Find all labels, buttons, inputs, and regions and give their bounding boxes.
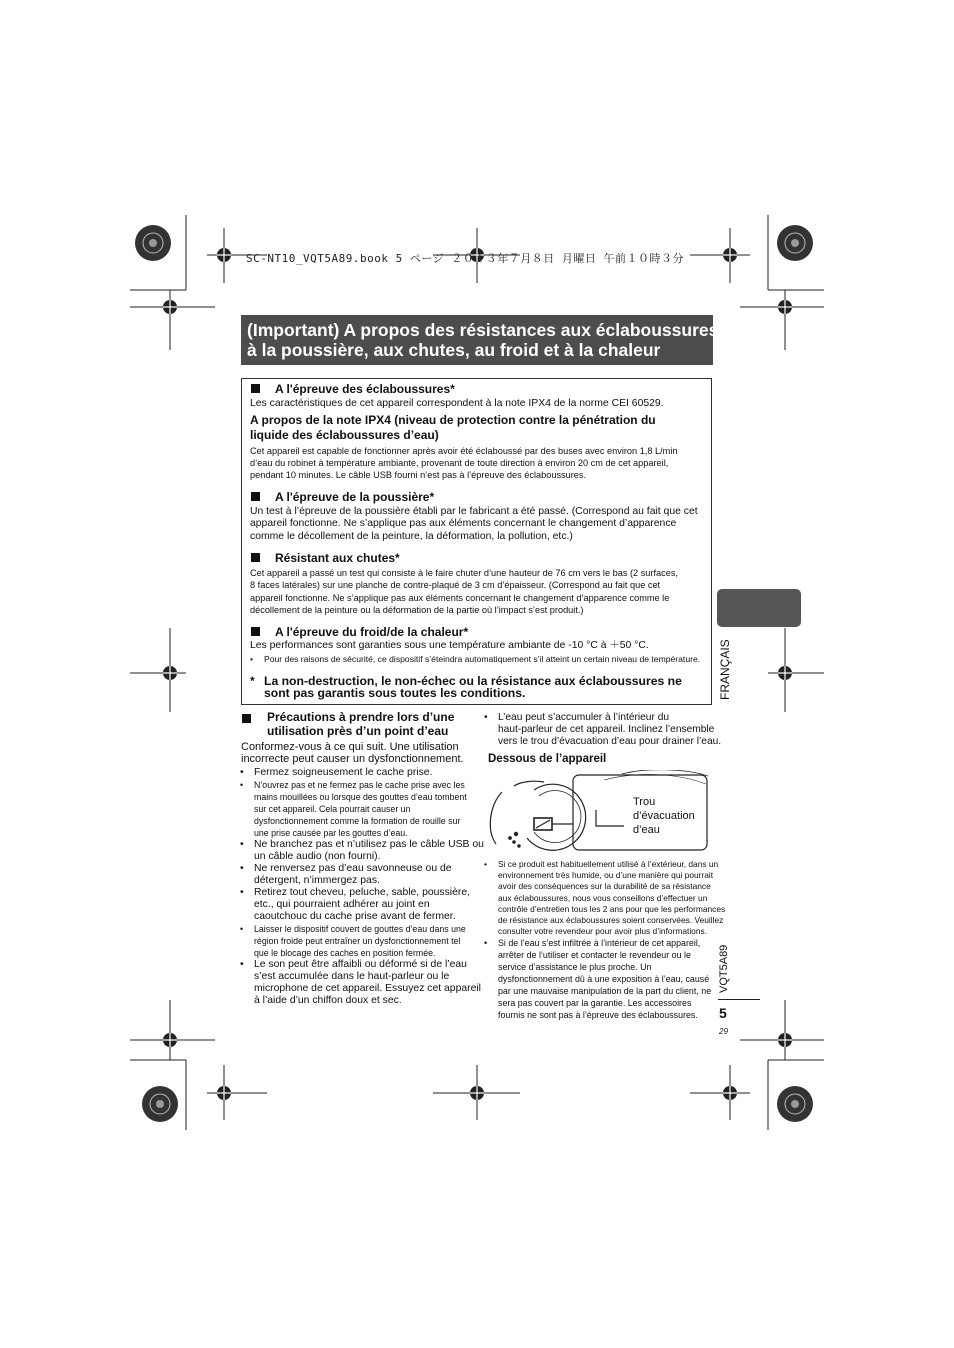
square-bullet-icon — [242, 714, 251, 723]
square-bullet-icon — [251, 553, 260, 562]
ipx4-text-2: d’eau du robinet à température ambiante, provenant de toute direction à environ 20 cm de cet appareil, — [250, 458, 669, 468]
model-code: VQT5A89 — [718, 944, 730, 993]
list-item — [240, 923, 466, 959]
list-item — [240, 863, 452, 887]
list-item-line: microphone de cet appareil. Essuyez cet appareil — [254, 983, 481, 994]
footnote-mark: * — [250, 674, 255, 688]
list-item-line: caoutchouc du cache prise avant de fermer. — [254, 911, 456, 922]
list-item-line: vers le trou d’évacuation d’eau pour drainer l’eau. — [498, 736, 722, 747]
list-item — [484, 712, 722, 748]
drop-text-3: appareil fonctionne. Ne s’applique pas aux éléments concernant le changement d’apparence comme le — [250, 593, 670, 603]
list-item-line: une prise causée par les gouttes d’eau. — [254, 828, 408, 838]
list-item — [240, 959, 481, 1007]
bullet-icon: • — [484, 712, 488, 723]
precautions-heading-2: utilisation près d’un point d’eau — [267, 724, 449, 738]
square-bullet-icon — [251, 384, 260, 393]
list-item-line: à l’aide d’un chiffon doux et sec. — [254, 995, 402, 1006]
list-item-line: Fermez soigneusement le cache prise. — [254, 767, 433, 778]
list-item-line: fournis ne sont pas à l’épreuve des éclaboussures. — [498, 1010, 698, 1020]
list-item-line: Si ce produit est habituellement utilisé à l’extérieur, dans un — [498, 859, 719, 869]
list-item-line: mains mouillées ou lorsque des gouttes d’eau tombent — [254, 792, 467, 802]
drop-heading: Résistant aux chutes* — [251, 551, 400, 565]
title-line-2: à la poussière, aux chutes, au froid et à la chaleur — [247, 340, 661, 360]
list-item-line: haut-parleur de cet appareil. Inclinez l’ensemble — [498, 724, 715, 735]
bullet-icon: • — [240, 780, 244, 790]
bullet-icon: • — [240, 863, 244, 874]
list-item-line: N’ouvrez pas et ne fermez pas le cache prise avec les — [254, 780, 465, 790]
bullet-icon: • — [484, 938, 488, 948]
callout-line-3: d’eau — [633, 824, 660, 836]
list-item-line: environnement très humide, ou d’une manière qui pourrait — [498, 870, 714, 881]
precautions-intro-1: Conformez-vous à ce qui suit. Une utilisation — [241, 741, 459, 753]
drop-text-1: Cet appareil a passé un test qui consiste à le faire chuter d’une hauteur de 76 cm vers le bas (2 surfaces, — [250, 568, 678, 578]
splash-heading: A l'épreuve des éclaboussures* — [251, 382, 455, 396]
cold-text: Les performances sont garanties sous une température ambiante de -10 °C à ＋50 °C. — [250, 640, 649, 651]
list-item-line: contrôle d’entretien tous les 2 ans pour que les performances — [498, 903, 726, 914]
bullet-icon: • — [240, 839, 244, 850]
list-item-line: consulter votre revendeur pour avoir plus d’informations. — [498, 926, 708, 937]
bullet-icon: • — [484, 859, 487, 869]
list-item — [484, 859, 726, 937]
bullet-icon: • — [240, 924, 244, 934]
dust-text-1: Un test à l’épreuve de la poussière établi par le fabricant a été passé. (Correspond au fait que cet — [250, 506, 698, 517]
footnote-line-2: sont pas garantis sous toutes les conditions. — [264, 686, 526, 700]
list-item-line: région froide peut entraîner un dysfonctionnement tel — [254, 936, 461, 946]
square-bullet-icon — [251, 627, 260, 636]
footnote-line-1: La non-destruction, le non-échec ou la résistance aux éclaboussures ne — [264, 674, 682, 688]
ipx4-heading-2: liquide des éclaboussures d’eau) — [250, 428, 439, 442]
list-item — [240, 839, 484, 863]
list-item-line: Retirez tout cheveu, peluche, sable, poussière, — [254, 887, 471, 898]
drop-text-4: décollement de la peinture ou la déformation de la partie où l’impact s’est produit.) — [250, 605, 584, 615]
callout-line-1: Trou — [633, 796, 656, 808]
diagram-title: Dessous de l’appareil — [488, 753, 607, 765]
splash-text: Les caractéristiques de cet appareil correspondent à la note IPX4 de la norme CEI 60529. — [250, 398, 664, 409]
list-item-line: Si de l’eau s’est infiltrée à l’intérieur de cet appareil, — [498, 938, 701, 948]
list-item-line: aux éclaboussures, nous vous conseillons d’effectuer un — [498, 892, 708, 903]
page-title — [241, 315, 724, 365]
list-item-line: L’eau peut s’accumuler à l’intérieur du — [498, 712, 670, 723]
precautions-intro-2: incorrecte peut causer un dysfonctionnement. — [241, 753, 464, 765]
list-item-line: Ne renversez pas d’eau savonneuse ou de — [254, 863, 452, 874]
bullet-icon: • — [240, 767, 244, 778]
title-line-1: (Important) A propos des résistances aux éclaboussures, — [247, 320, 724, 340]
drop-text-2: 8 faces latérales) sur une planche de contre-plaqué de 3 cm d’épaisseur. (Correspond au fait que cet — [250, 580, 661, 590]
list-item-line: etc., qui pourraient adhérer au joint en — [254, 899, 430, 910]
list-item-line: sur cet appareil. Cela pourrait causer un — [254, 804, 411, 814]
print-info-header: SC-NT10_VQT5A89.book 5 ページ ２０１３年７月８日 月曜日 午前１０時３分 — [246, 252, 684, 265]
small-page-number: 29 — [719, 1027, 728, 1036]
precautions-heading-1: Précautions à prendre lors d’une — [267, 710, 455, 724]
list-item-line: que le blocage des caches en position fermée. — [254, 948, 436, 958]
dust-heading: A l'épreuve de la poussière* — [251, 490, 434, 504]
list-item-line: arrêter de l’utiliser et contacter le revendeur ou le — [498, 950, 691, 960]
list-item-line: par une mauvaise manipulation de la part du client, ne — [498, 986, 712, 996]
page-number: 5 — [719, 1005, 727, 1021]
dust-text-2: appareil fonctionne. Ne s’applique pas aux éléments concernant le changement d’apparence — [250, 518, 677, 529]
list-item-line: Laisser le dispositif couvert de gouttes d’eau dans une — [254, 924, 466, 934]
ipx4-heading-1: A propos de la note IPX4 (niveau de protection contre la pénétration du — [250, 413, 656, 427]
cold-heading: A l'épreuve du froid/de la chaleur* — [251, 625, 468, 639]
callout-line-2: d’évacuation — [633, 810, 695, 822]
list-item-line: dysfonctionnement comme la formation de rouille sur — [254, 816, 461, 826]
ipx4-text-3: pendant 10 minutes. Le câble USB fourni n’est pas à l’épreuve des éclaboussures. — [250, 470, 587, 480]
list-item-line: un câble audio (non fourni). — [254, 851, 381, 862]
list-item-line: détergent, n’immergez pas. — [254, 875, 380, 886]
list-item-line: avoir des conséquences sur la durabilité de sa résistance — [498, 881, 711, 892]
bullet-icon: • — [240, 887, 244, 898]
bullet-icon: • — [240, 959, 244, 970]
list-item-line: sera pas couvert par la garantie. Les accessoires — [498, 998, 692, 1008]
list-item-line: Ne branchez pas et n’utilisez pas le câble USB ou — [254, 839, 484, 850]
list-item — [240, 767, 433, 779]
dust-text-3: comme le décollement de la peinture, la déformation, la pollution, etc.) — [250, 531, 573, 542]
list-item-line: de résistance aux éclaboussures soient conservées. Veuillez — [498, 915, 724, 926]
square-bullet-icon — [251, 492, 260, 501]
list-item-line: dysfonctionnement dû à une exposition à l’eau, causé — [498, 974, 710, 984]
list-item — [240, 779, 467, 839]
list-item-line: Le son peut être affaibli ou déformé si de l’eau — [254, 959, 467, 970]
list-item — [484, 937, 712, 1021]
language-tab — [717, 589, 801, 627]
cold-bullet: • Pour des raisons de sécurité, ce dispositif s’éteindra automatiquement s’il atteint un certain niveau de température. — [250, 654, 701, 664]
ipx4-text-1: Cet appareil est capable de fonctionner après avoir été éclaboussé par des buses avec environ 1,8 L/min — [250, 446, 678, 456]
list-item — [240, 887, 471, 923]
language-label: FRANÇAIS — [718, 639, 732, 700]
list-item-line: s’est accumulée dans le haut-parleur ou le — [254, 971, 450, 982]
list-item-line: service d’assistance le plus proche. Un — [498, 962, 652, 972]
divider — [718, 999, 760, 1000]
